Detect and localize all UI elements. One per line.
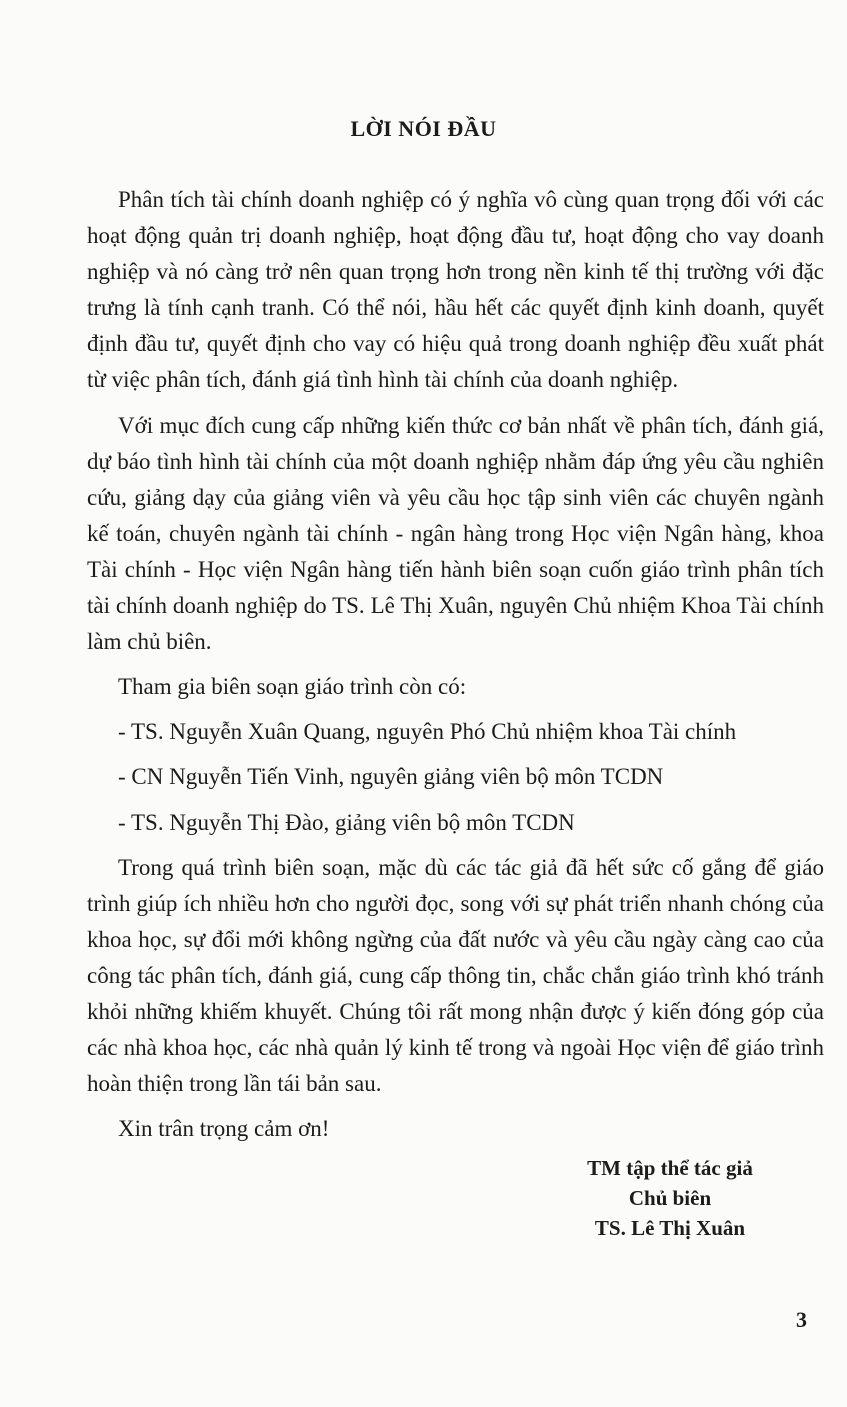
contributor-item: - TS. Nguyễn Thị Đào, giảng viên bộ môn TCDN [118,809,575,835]
contributor-item: - TS. Nguyễn Xuân Quang, nguyên Phó Chủ nhiệm khoa Tài chính [118,719,737,745]
signature-line-role: Chủ biên [628,1186,712,1210]
body-text [87,182,824,1156]
signature-line-name: TS. Lê Thị Xuân [594,1216,746,1240]
paragraph-contributors-heading: Tham gia biên soạn giáo trình còn có: [118,674,467,700]
paragraph-purpose: Với mục đích cung cấp những kiến thức cơ bản nhất về phân tích, đánh giá, dự báo tình hình tài chính của một doanh nghiệp nhằm đáp ứng yêu cầu nghiên cứu, giảng dạy của giảng viên và yêu cầu học tập sinh viên các chuyên ngành kế toán, chuyên ngành tài chính - ngân hàng trong Học viện Ngân hàng, khoa Tài chính - Học viện Ngân hàng tiến hành biên soạn cuốn giáo trình phân tích tài chính doanh nghiệp do TS. Lê Thị Xuân, nguyên Chủ nhiệm Khoa Tài chính làm chủ biên. [87,412,824,655]
paragraph-closing: Trong quá trình biên soạn, mặc dù các tác giả đã hết sức cố gắng để giáo trình giúp ích nhiều hơn cho người đọc, song với sự phát triển nhanh chóng của khoa học, sự đổi mới không ngừng của đất nước và yêu cầu ngày càng cao của công tác phân tích, đánh giá, cung cấp thông tin, chắc chắn giáo trình khó tránh khỏi những khiếm khuyết. Chúng tôi rất mong nhận được ý kiến đóng góp của các nhà khoa học, các nhà quản lý kinh tế trong và ngoài Học viện để giáo trình hoàn thiện trong lần tái bản sau. [87,854,824,1097]
signature-block [540,1153,800,1243]
paragraph-thanks: Xin trân trọng cảm ơn! [118,1116,330,1142]
page-title: LỜI NÓI ĐẦU [350,116,497,141]
page-number: 3 [796,1307,807,1332]
signature-line-group: TM tập thể tác giả [587,1156,753,1180]
paragraph-intro: Phân tích tài chính doanh nghiệp có ý nghĩa vô cùng quan trọng đối với các hoạt động quản trị doanh nghiệp, hoạt động đầu tư, hoạt động cho vay doanh nghiệp và nó càng trở nên quan trọng hơn trong nền kinh tế thị trường với đặc trưng là tính cạnh tranh. Có thể nói, hầu hết các quyết định kinh doanh, quyết định đầu tư, quyết định cho vay có hiệu quả trong doanh nghiệp đều xuất phát từ việc phân tích, đánh giá tình hình tài chính của doanh nghiệp. [87,187,824,393]
contributor-item: - CN Nguyễn Tiến Vinh, nguyên giảng viên bộ môn TCDN [118,764,664,790]
